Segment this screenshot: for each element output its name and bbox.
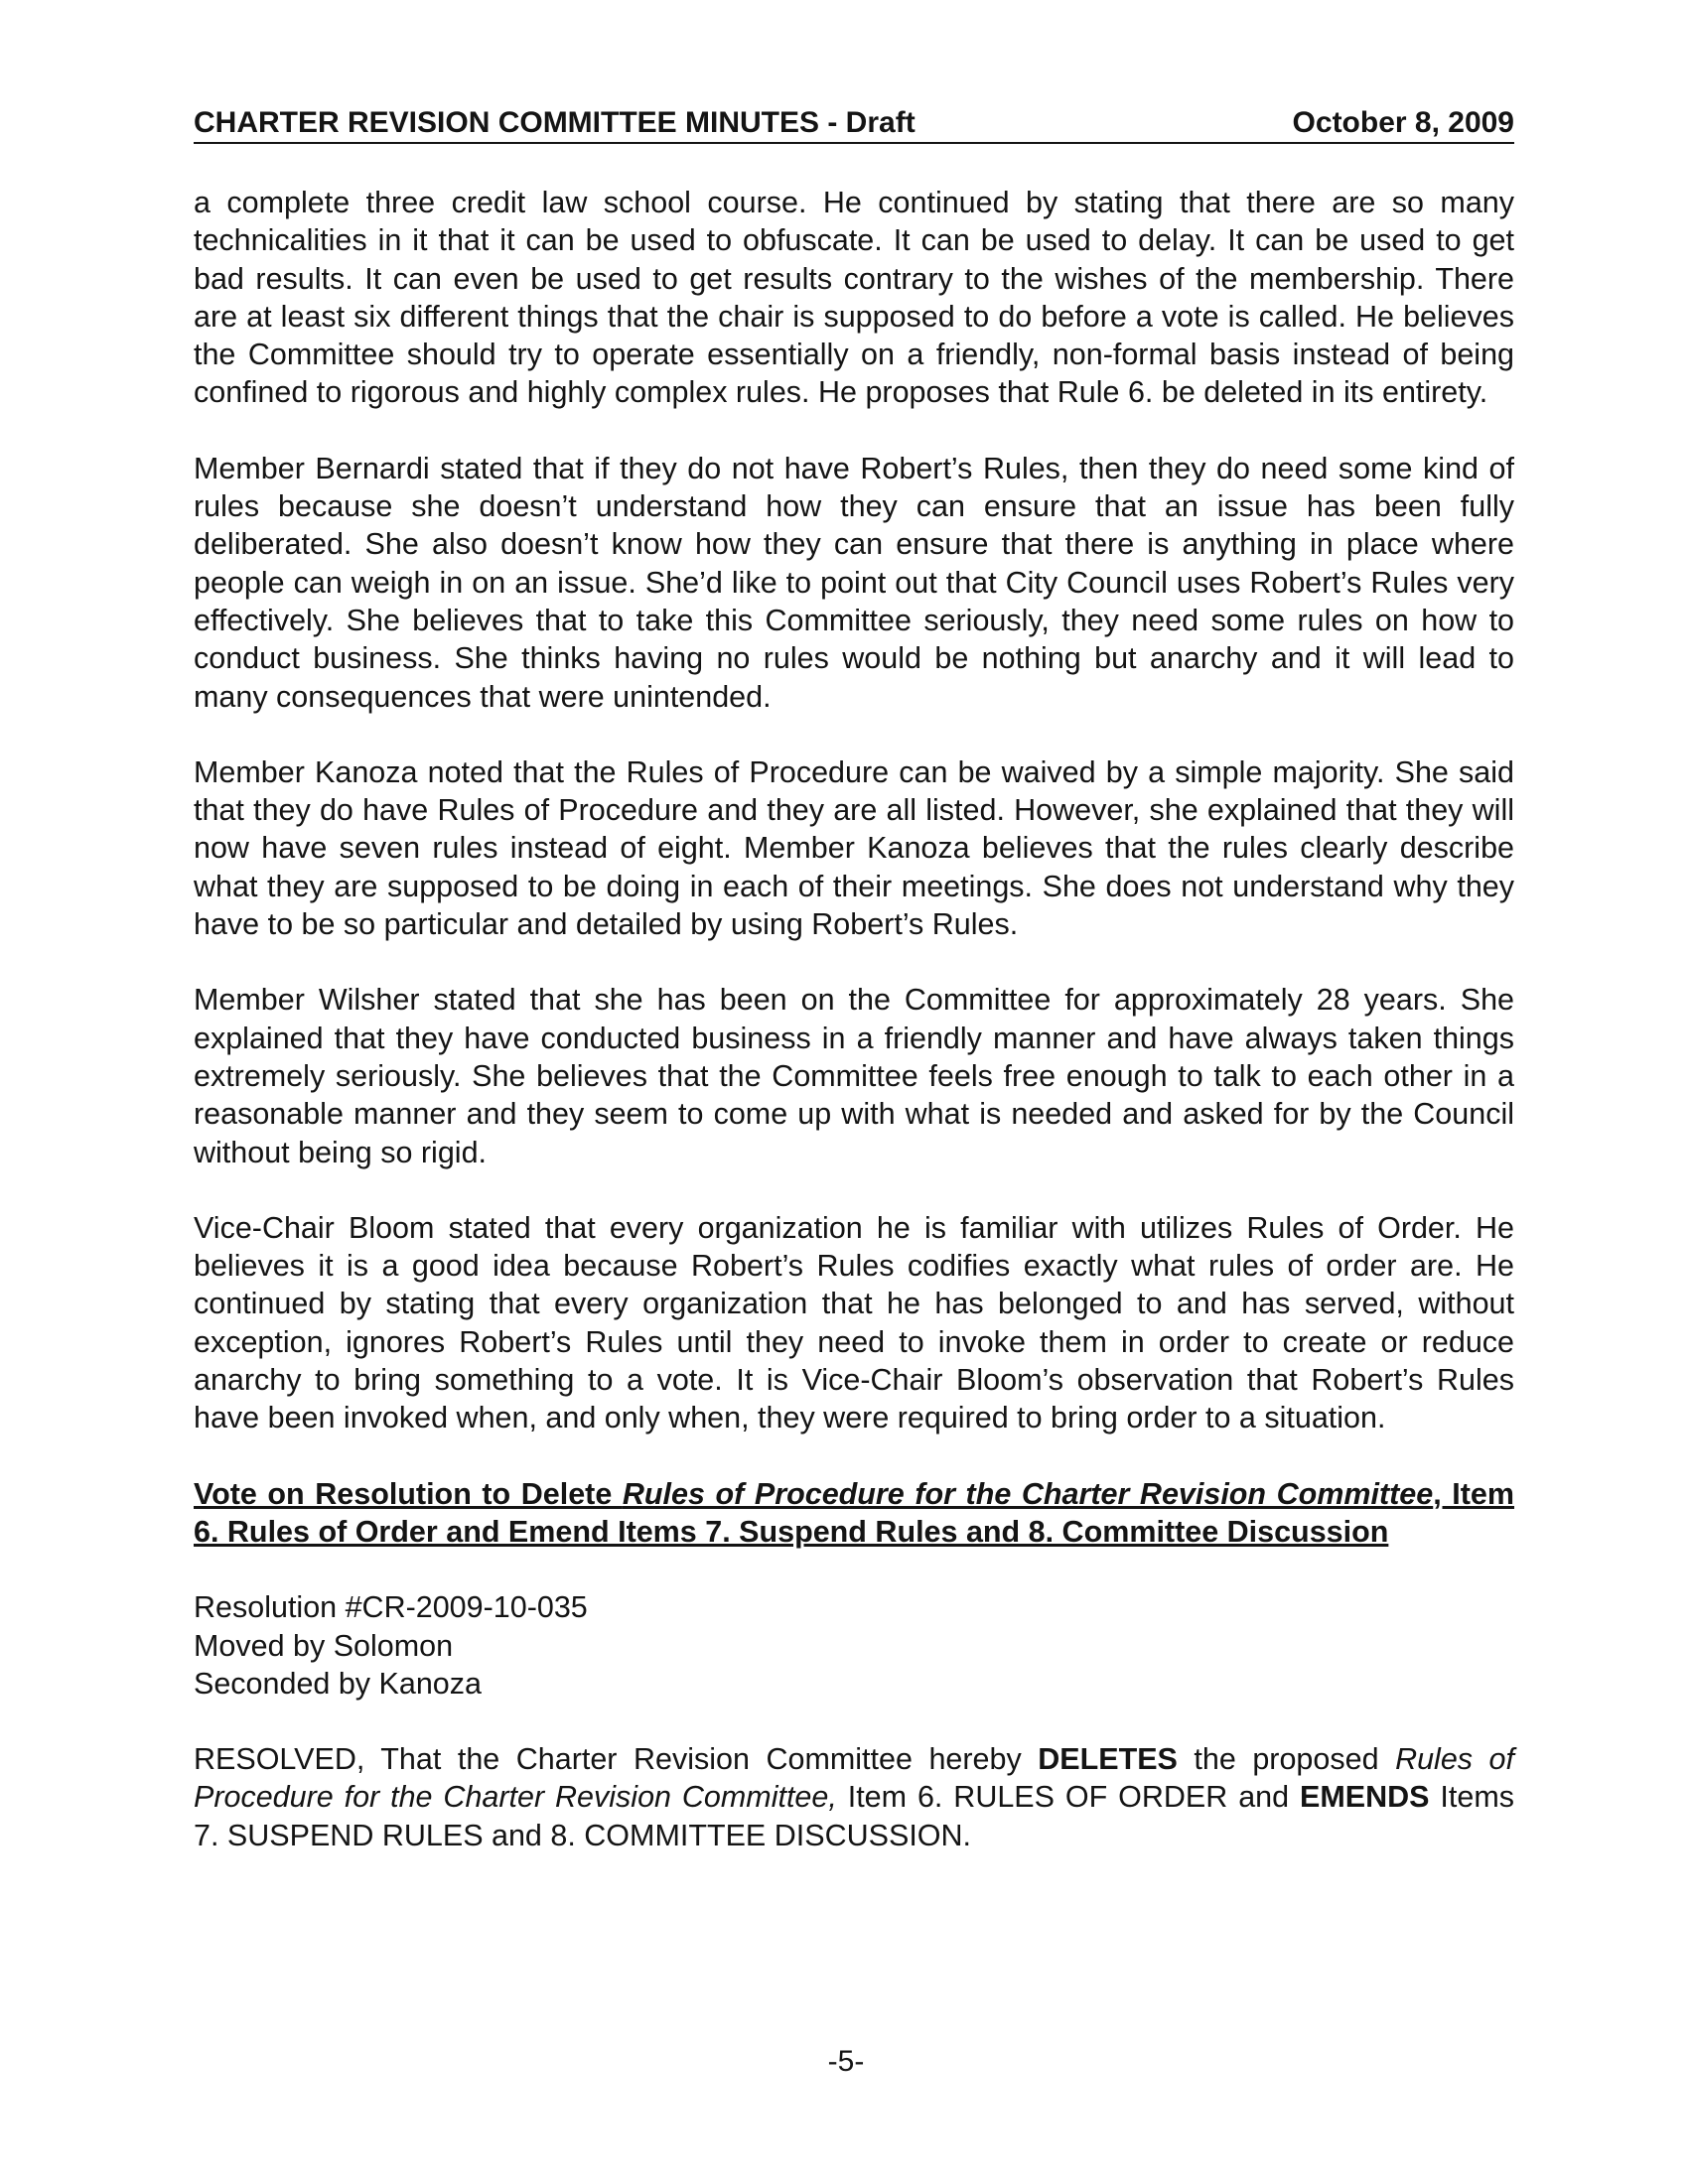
resolved-text-3: Item 6. RULES OF ORDER and [836,1780,1301,1815]
paragraph-wilsher: Member Wilsher stated that she has been on the Committee for approximately 28 years. She explained that they have conducted business in a friendly manner and have always taken things extremely seriously. She believes that the Committee feels free enough to talk to each other in a reasonable manner and they seem to come up with what is needed and asked for by the Council without being so rigid. [194,983,1514,1169]
resolved-text-1: RESOLVED, That the Charter Revision Committee hereby [194,1742,1039,1777]
resolution-number: Resolution #CR-2009-10-035 [194,1590,588,1625]
vote-heading [194,1475,1514,1552]
paragraph-kanoza: Member Kanoza noted that the Rules of Procedure can be waived by a simple majority. She said that they do have Rules of Procedure and they are all listed. However, she explained that they will now have seven rules instead of eight. Member Kanoza believes that the rules clearly describe what they are supposed to be doing in each of their meetings. She does not understand why they have to be so particular and detailed by using Robert’s Rules. [194,754,1514,942]
page-header [194,105,1514,144]
resolved-paragraph [194,1740,1514,1854]
resolved-text-4: Items 7. SUSPEND RULES and 8. COMMITTEE DISCUSSION. [194,1780,1514,1852]
moved-by: Moved by Solomon [194,1628,454,1663]
resolved-deletes: DELETES [1038,1742,1178,1777]
vote-heading-italic: Rules of Procedure for the Charter Revision Committee [622,1476,1434,1511]
seconded-by: Seconded by Kanoza [194,1666,482,1701]
page-number: -5- [827,2045,865,2078]
document-body [194,184,1514,1854]
paragraph-continuation: a complete three credit law school course. He continued by stating that there are so many technicalities in it that it can be used to obfuscate. It can be used to delay. It can be used to get bad results. It can even be used to get results contrary to the wishes of the membership. There are at least six different things that the chair is supposed to do before a vote is called. He believes the Committee should try to operate essentially on a friendly, non-formal basis instead of being confined to rigorous and highly complex rules. He proposes that Rule 6. be deleted in its entirety. [194,186,1514,410]
vote-heading-text-1: Vote on Resolution to Delete [194,1476,623,1511]
paragraph-bernardi: Member Bernardi stated that if they do not have Robert’s Rules, then they do need some kind of rules because she doesn’t understand how they can ensure that an issue has been fully deliberated. She also doesn’t know how they can ensure that there is anything in place where people can weigh in on an issue. She’d like to point out that City Council uses Robert’s Rules very effectively. She believes that to take this Committee seriously, they need some rules on how to conduct business. She thinks having no rules would be nothing but anarchy and it will lead to many consequences that were unintended. [194,451,1514,714]
header-date: October 8, 2009 [1292,106,1514,139]
resolution-block [194,1588,1514,1703]
vote-heading-text-2: , Item 6. Rules of Order and Emend Items 7. Suspend Rules and 8. Committee Discussion [194,1476,1515,1549]
document-page [194,105,1514,1892]
resolved-italic-title: Rules of Procedure for the Charter Revision Committee, [194,1742,1514,1815]
resolved-emends: EMENDS [1300,1780,1430,1815]
header-title: CHARTER REVISION COMMITTEE MINUTES - Draft [194,106,916,139]
paragraph-bloom: Vice-Chair Bloom stated that every organization he is familiar with utilizes Rules of Order. He believes it is a good idea because Robert’s Rules codifies exactly what rules of order are. He continued by stating that every organization that he has belonged to and has served, without exception, ignores Robert’s Rules until they need to invoke them in order to create or reduce anarchy to bring something to a vote. It is Vice-Chair Bloom’s observation that Robert’s Rules have been invoked when, and only when, they were required to bring order to a situation. [194,1210,1514,1435]
resolved-text-2: the proposed [1177,1742,1396,1777]
